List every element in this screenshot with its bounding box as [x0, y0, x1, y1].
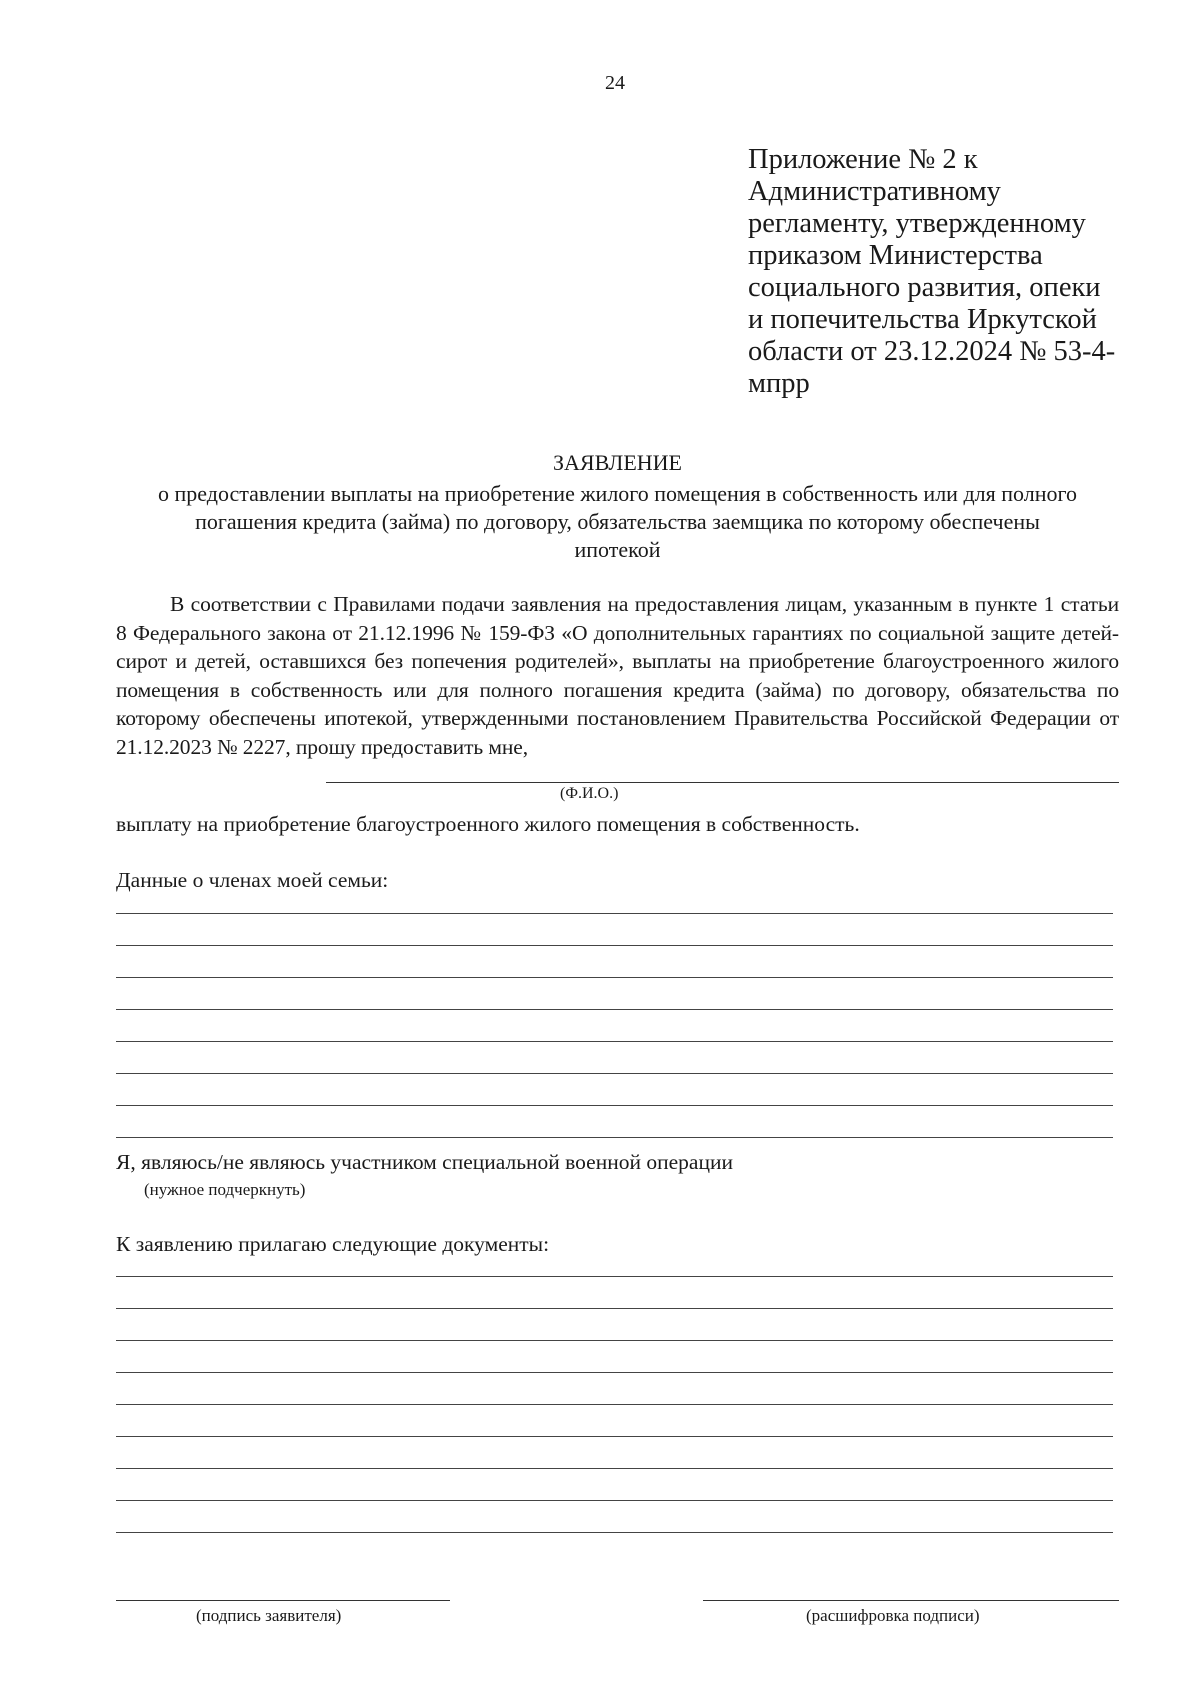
document-subtitle: о предоставлении выплаты на приобретение жилого помещения в собственность или для полного погашения кредита (займа) по договору, обязательства заемщика по которому обеспечены ипотекой — [158, 481, 1077, 562]
family-members-line[interactable] — [116, 945, 1113, 946]
page-number: 24 — [605, 72, 625, 94]
signature-decoding-line[interactable] — [703, 1600, 1119, 1601]
attached-documents-line[interactable] — [116, 1276, 1113, 1277]
family-members-line[interactable] — [116, 977, 1113, 978]
svo-hint: (нужное подчеркнуть) — [144, 1180, 306, 1199]
appendix-note: Приложение № 2 к Административному регламенту, утвержденному приказом Министерства социального развития, опеки и попечительства Иркутской области от 23.12.2024 № 53-4- мпрр — [748, 144, 1116, 399]
fio-caption: (Ф.И.О.) — [560, 785, 619, 802]
family-members-line[interactable] — [116, 1009, 1113, 1010]
attached-documents-line[interactable] — [116, 1308, 1113, 1309]
fio-fill-line[interactable] — [326, 782, 1119, 783]
family-members-line[interactable] — [116, 913, 1113, 914]
application-text: В соответствии с Правилами подачи заявления на предоставления лицам, указанным в пункте 1 статьи 8 Федерального закона от 21.12.1996 № 159-ФЗ «О дополнительных гарантиях по социальной защите детей-сирот и детей, оставшихся без попечения родителей», выплаты на приобретение благоустроенного жилого помещения в собственность или для полного погашения кредита (займа) по договору, обязательства по которому обеспечены ипотекой, утвержденными постановлением Правительства Российской Федерации от 21.12.2023 № 2227, прошу предоставить мне, — [116, 592, 1119, 759]
family-members-line[interactable] — [116, 1073, 1113, 1074]
attached-documents-line[interactable] — [116, 1532, 1113, 1533]
attached-documents-line[interactable] — [116, 1404, 1113, 1405]
attached-documents-label: К заявлению прилагаю следующие документы: — [116, 1232, 550, 1256]
signature-caption: (подпись заявителя) — [196, 1606, 342, 1625]
family-members-line[interactable] — [116, 1105, 1113, 1106]
signature-line[interactable] — [116, 1600, 450, 1601]
attached-documents-line[interactable] — [116, 1500, 1113, 1501]
attached-documents-line[interactable] — [116, 1372, 1113, 1373]
document-title: ЗАЯВЛЕНИЕ — [553, 450, 682, 475]
family-members-line[interactable] — [116, 1137, 1113, 1138]
family-members-line[interactable] — [116, 1041, 1113, 1042]
family-members-label: Данные о членах моей семьи: — [116, 868, 389, 892]
attached-documents-line[interactable] — [116, 1340, 1113, 1341]
attached-documents-line[interactable] — [116, 1468, 1113, 1469]
signature-decoding-caption: (расшифровка подписи) — [806, 1606, 980, 1625]
payment-purpose-text: выплату на приобретение благоустроенного жилого помещения в собственность. — [116, 812, 860, 836]
attached-documents-line[interactable] — [116, 1436, 1113, 1437]
svo-statement: Я, являюсь/не являюсь участником специальной военной операции — [116, 1150, 733, 1174]
